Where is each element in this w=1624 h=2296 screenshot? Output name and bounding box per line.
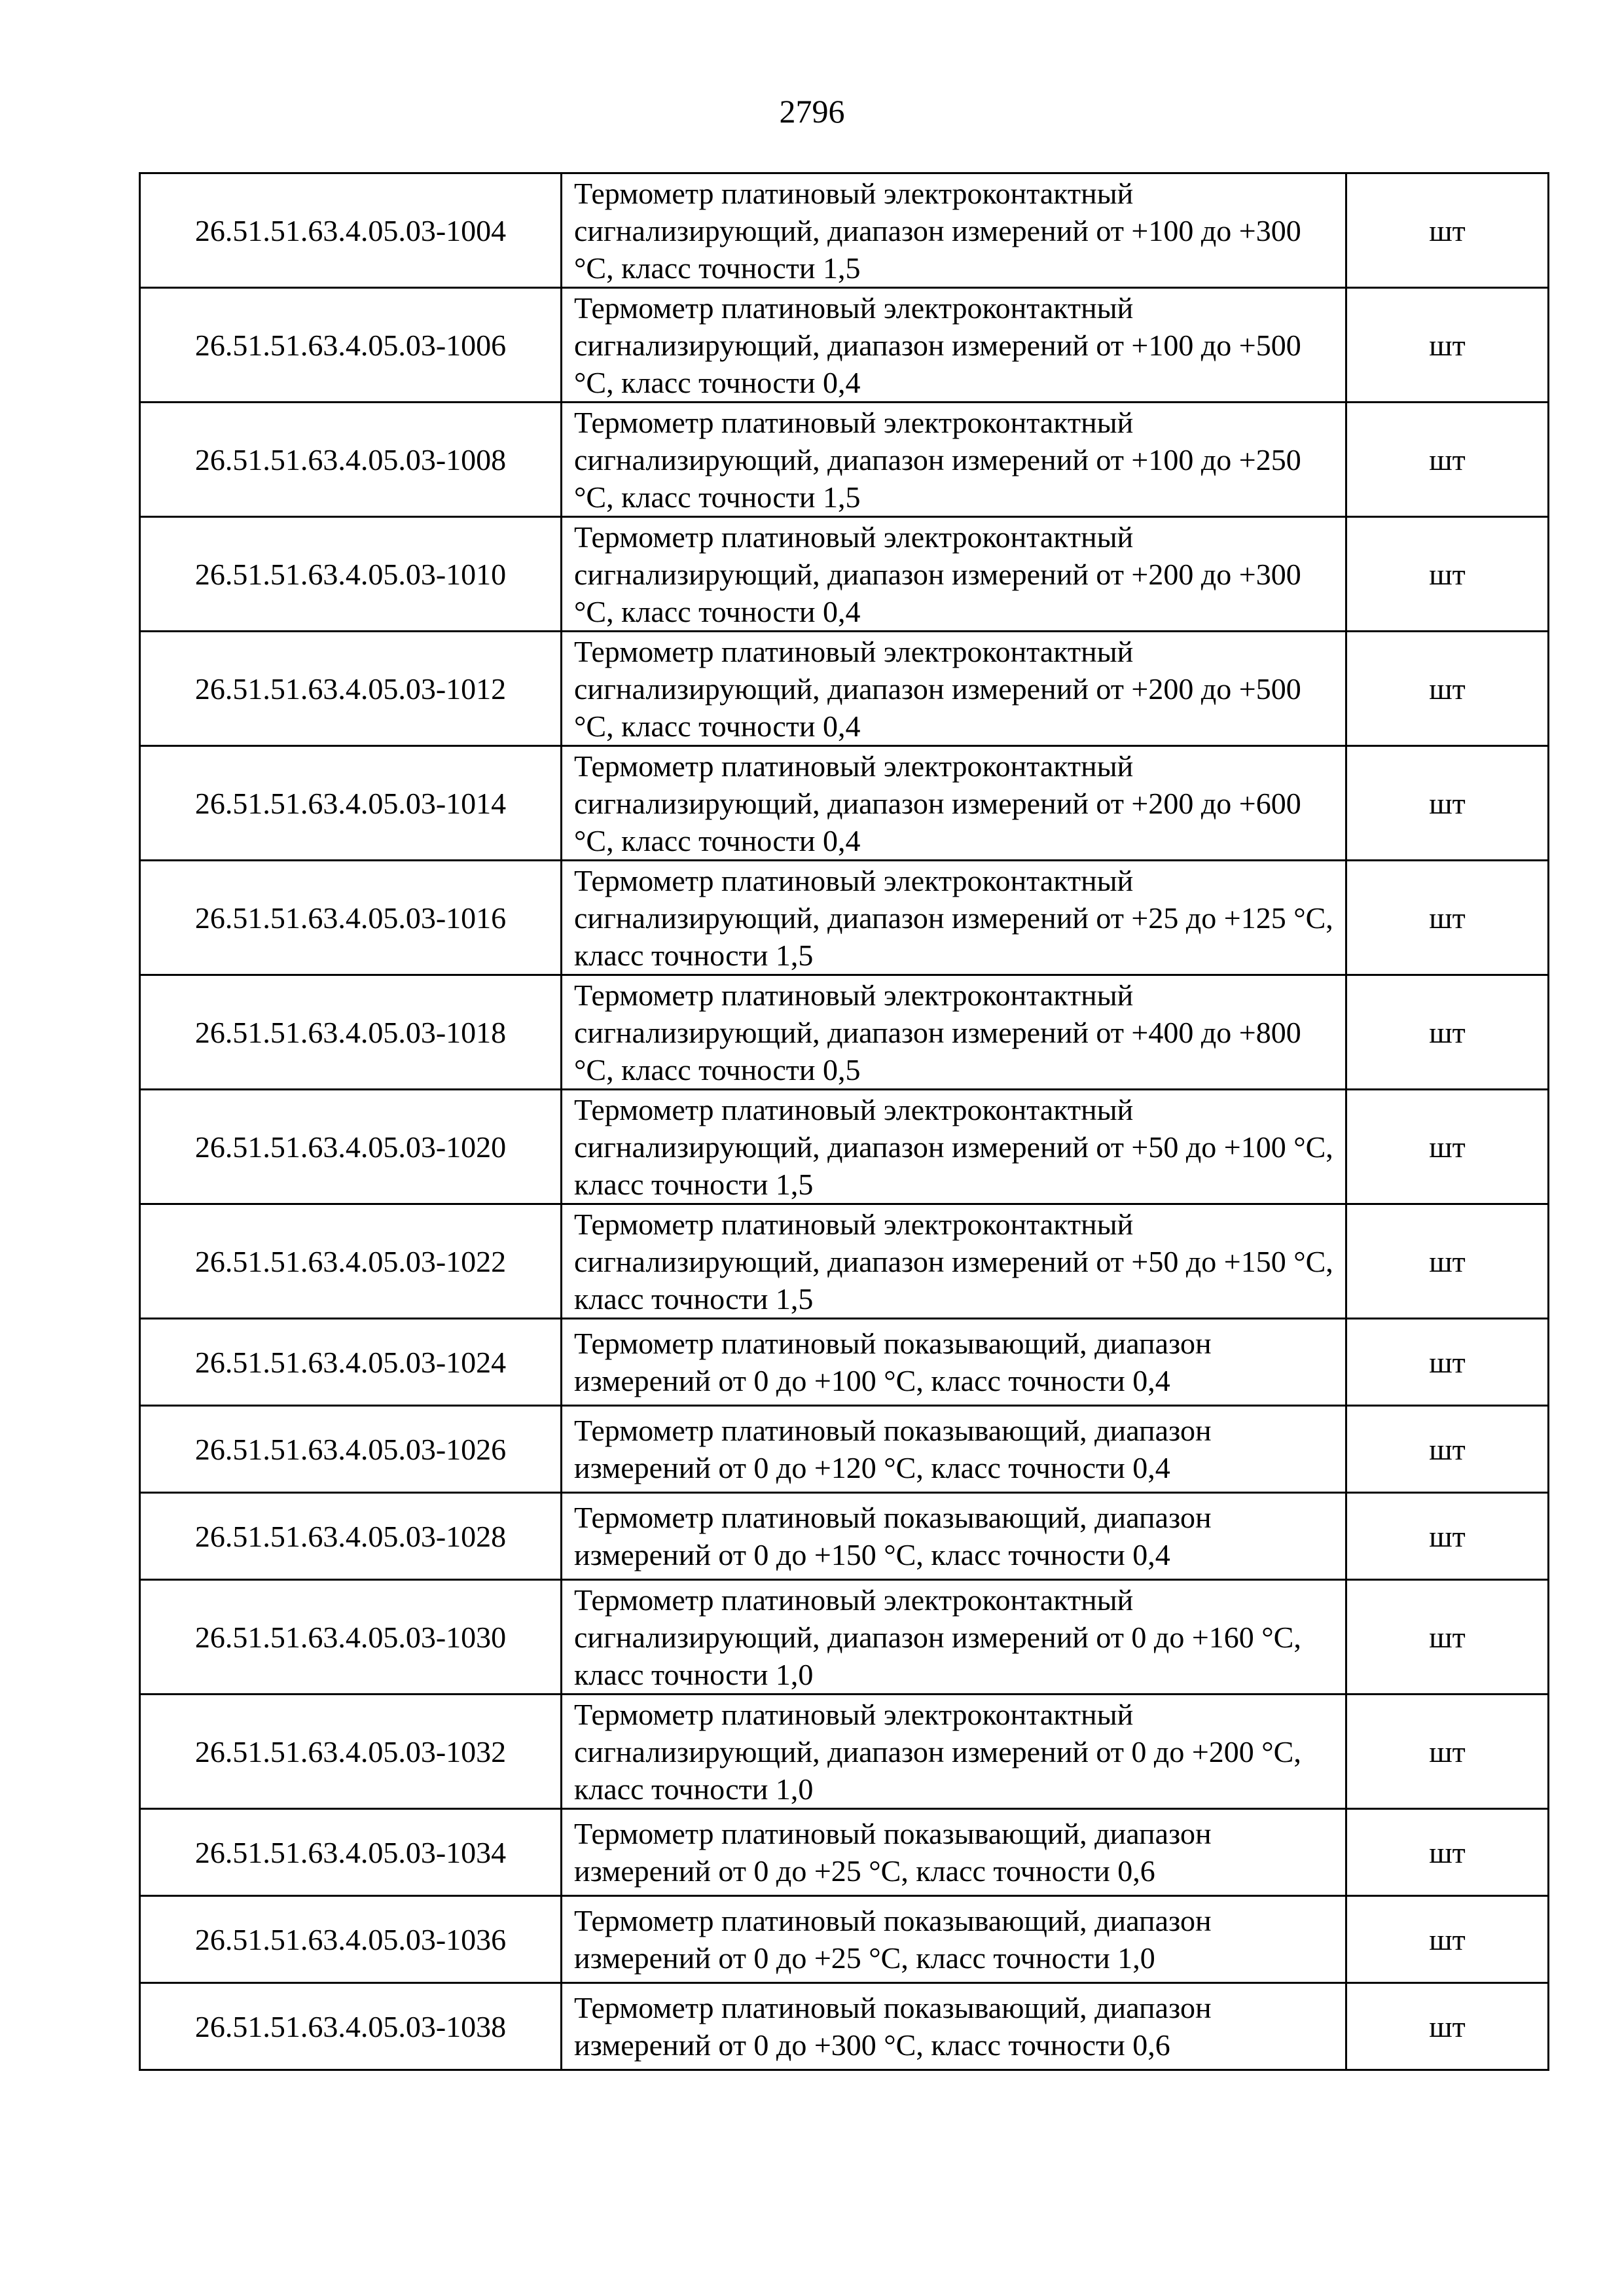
resource-unit: шт bbox=[1346, 1406, 1549, 1493]
resource-description: Термометр платиновый электроконтактный сигнализирующий, диапазон измерений от +50 до +100 °С, класс точности 1,5 bbox=[562, 1090, 1346, 1204]
table-row bbox=[140, 1983, 1549, 2070]
resource-description: Термометр платиновый электроконтактный сигнализирующий, диапазон измерений от 0 до +200 °С, класс точности 1,0 bbox=[562, 1695, 1346, 1809]
resource-code: 26.51.51.63.4.05.03-1022 bbox=[140, 1204, 562, 1319]
resource-code: 26.51.51.63.4.05.03-1016 bbox=[140, 861, 562, 975]
resource-code: 26.51.51.63.4.05.03-1038 bbox=[140, 1983, 562, 2070]
resource-description: Термометр платиновый электроконтактный сигнализирующий, диапазон измерений от +100 до +250 °С, класс точности 1,5 bbox=[562, 403, 1346, 517]
resource-code: 26.51.51.63.4.05.03-1030 bbox=[140, 1580, 562, 1695]
resource-description: Термометр платиновый электроконтактный сигнализирующий, диапазон измерений от +100 до +500 °С, класс точности 0,4 bbox=[562, 288, 1346, 403]
resource-code: 26.51.51.63.4.05.03-1024 bbox=[140, 1319, 562, 1406]
table-row bbox=[140, 288, 1549, 403]
resource-description: Термометр платиновый показывающий, диапазон измерений от 0 до +25 °С, класс точности 0,6 bbox=[562, 1809, 1346, 1896]
table-row bbox=[140, 1809, 1549, 1896]
resource-unit: шт bbox=[1346, 1090, 1549, 1204]
table-row bbox=[140, 746, 1549, 861]
table-row bbox=[140, 975, 1549, 1090]
resource-unit: шт bbox=[1346, 288, 1549, 403]
resource-code: 26.51.51.63.4.05.03-1026 bbox=[140, 1406, 562, 1493]
resource-unit: шт bbox=[1346, 975, 1549, 1090]
resource-unit: шт bbox=[1346, 403, 1549, 517]
resource-unit: шт bbox=[1346, 1319, 1549, 1406]
resource-description: Термометр платиновый электроконтактный сигнализирующий, диапазон измерений от +400 до +800 °С, класс точности 0,5 bbox=[562, 975, 1346, 1090]
table-row bbox=[140, 1896, 1549, 1983]
resource-unit: шт bbox=[1346, 1983, 1549, 2070]
table-row bbox=[140, 861, 1549, 975]
resource-description: Термометр платиновый электроконтактный сигнализирующий, диапазон измерений от +100 до +300 °С, класс точности 1,5 bbox=[562, 173, 1346, 288]
page-number: 2796 bbox=[779, 93, 845, 130]
resource-unit: шт bbox=[1346, 861, 1549, 975]
table-row bbox=[140, 1695, 1549, 1809]
resource-code: 26.51.51.63.4.05.03-1008 bbox=[140, 403, 562, 517]
resource-description: Термометр платиновый показывающий, диапазон измерений от 0 до +100 °С, класс точности 0,4 bbox=[562, 1319, 1346, 1406]
resource-code: 26.51.51.63.4.05.03-1012 bbox=[140, 632, 562, 746]
resource-description: Термометр платиновый электроконтактный сигнализирующий, диапазон измерений от +200 до +600 °С, класс точности 0,4 bbox=[562, 746, 1346, 861]
resource-code: 26.51.51.63.4.05.03-1004 bbox=[140, 173, 562, 288]
resource-description: Термометр платиновый электроконтактный сигнализирующий, диапазон измерений от 0 до +160 °С, класс точности 1,0 bbox=[562, 1580, 1346, 1695]
resource-code: 26.51.51.63.4.05.03-1010 bbox=[140, 517, 562, 632]
resource-unit: шт bbox=[1346, 1493, 1549, 1580]
resource-unit: шт bbox=[1346, 746, 1549, 861]
resource-unit: шт bbox=[1346, 1204, 1549, 1319]
resource-unit: шт bbox=[1346, 1695, 1549, 1809]
resource-code: 26.51.51.63.4.05.03-1006 bbox=[140, 288, 562, 403]
resource-description: Термометр платиновый показывающий, диапазон измерений от 0 до +300 °С, класс точности 0,6 bbox=[562, 1983, 1346, 2070]
resource-unit: шт bbox=[1346, 632, 1549, 746]
resource-code: 26.51.51.63.4.05.03-1036 bbox=[140, 1896, 562, 1983]
table-row bbox=[140, 1493, 1549, 1580]
table-row bbox=[140, 173, 1549, 288]
resource-unit: шт bbox=[1346, 1809, 1549, 1896]
table-row bbox=[140, 517, 1549, 632]
table-row bbox=[140, 1319, 1549, 1406]
table-row bbox=[140, 632, 1549, 746]
resource-description: Термометр платиновый электроконтактный сигнализирующий, диапазон измерений от +200 до +500 °С, класс точности 0,4 bbox=[562, 632, 1346, 746]
resource-unit: шт bbox=[1346, 173, 1549, 288]
resource-description: Термометр платиновый показывающий, диапазон измерений от 0 до +150 °С, класс точности 0,4 bbox=[562, 1493, 1346, 1580]
resource-description: Термометр платиновый показывающий, диапазон измерений от 0 до +120 °С, класс точности 0,4 bbox=[562, 1406, 1346, 1493]
resource-description: Термометр платиновый электроконтактный сигнализирующий, диапазон измерений от +200 до +300 °С, класс точности 0,4 bbox=[562, 517, 1346, 632]
table-row bbox=[140, 1204, 1549, 1319]
resource-unit: шт bbox=[1346, 517, 1549, 632]
resource-unit: шт bbox=[1346, 1580, 1549, 1695]
resource-table bbox=[139, 172, 1549, 2071]
resource-code: 26.51.51.63.4.05.03-1018 bbox=[140, 975, 562, 1090]
table-row bbox=[140, 403, 1549, 517]
resource-code: 26.51.51.63.4.05.03-1020 bbox=[140, 1090, 562, 1204]
resource-code: 26.51.51.63.4.05.03-1034 bbox=[140, 1809, 562, 1896]
resource-description: Термометр платиновый электроконтактный сигнализирующий, диапазон измерений от +50 до +150 °С, класс точности 1,5 bbox=[562, 1204, 1346, 1319]
table-row bbox=[140, 1090, 1549, 1204]
table-row bbox=[140, 1406, 1549, 1493]
resource-description: Термометр платиновый электроконтактный сигнализирующий, диапазон измерений от +25 до +125 °С, класс точности 1,5 bbox=[562, 861, 1346, 975]
resource-code: 26.51.51.63.4.05.03-1032 bbox=[140, 1695, 562, 1809]
resource-description: Термометр платиновый показывающий, диапазон измерений от 0 до +25 °С, класс точности 1,0 bbox=[562, 1896, 1346, 1983]
resource-unit: шт bbox=[1346, 1896, 1549, 1983]
resource-code: 26.51.51.63.4.05.03-1028 bbox=[140, 1493, 562, 1580]
resource-code: 26.51.51.63.4.05.03-1014 bbox=[140, 746, 562, 861]
table-row bbox=[140, 1580, 1549, 1695]
